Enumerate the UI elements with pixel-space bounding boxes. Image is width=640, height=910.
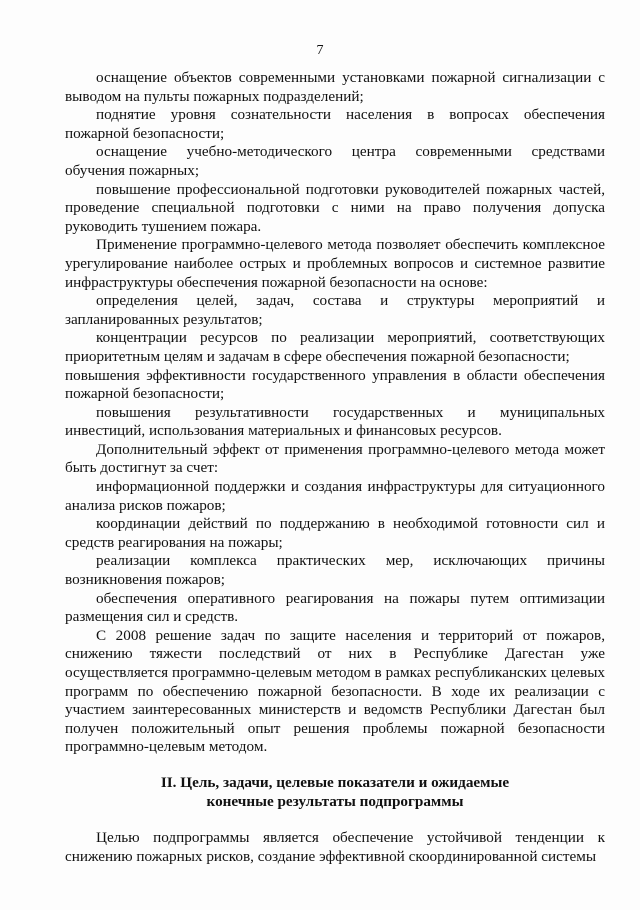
body-text <box>65 69 605 866</box>
paragraph: повышения результативности государственных и муниципальных инвестиций, использования материальных и финансовых ресурсов. <box>65 403 605 440</box>
section-after-heading <box>65 829 605 866</box>
paragraph: реализации комплекса практических мер, исключающих причины возникновения пожаров; <box>65 552 605 589</box>
section-heading-line-1: II. Цель, задачи, целевые показатели и ожидаемые <box>160 773 510 791</box>
paragraph: концентрации ресурсов по реализации мероприятий, соответствующих приоритетным целям и задачам в сфере обеспечения пожарной безопасности; <box>65 329 605 365</box>
paragraph: координации действий по поддержанию в необходимой готовности сил и средств реагирования на пожары; <box>65 515 605 551</box>
paragraph: Дополнительный эффект от применения программно-целевого метода может быть достигнут за счет: <box>65 440 605 477</box>
paragraph: поднятие уровня сознательности населения в вопросах обеспечения пожарной безопасности; <box>65 106 605 142</box>
paragraph: повышение профессиональной подготовки руководителей пожарных частей, проведение специальной подготовки с ними на право получения допуска руководить тушением пожара. <box>65 180 605 235</box>
paragraph: Целью подпрограммы является обеспечение устойчивой тенденции к снижению пожарных рисков, создание эффективной скоординированной системы <box>65 828 605 865</box>
section-heading-line-2: конечные результаты подпрограммы <box>206 792 464 810</box>
paragraph: повышения эффективности государственного управления в области обеспечения пожарной безопасности; <box>65 366 605 403</box>
section-heading <box>65 773 605 811</box>
section-before-heading <box>65 69 605 757</box>
paragraph: информационной поддержки и создания инфраструктуры для ситуационного анализа рисков пожаров; <box>65 478 605 514</box>
paragraph: оснащение объектов современными установками пожарной сигнализации с выводом на пульты пожарных подразделений; <box>65 69 605 105</box>
paragraph: обеспечения оперативного реагирования на пожары путем оптимизации размещения сил и средств. <box>65 589 605 626</box>
paragraph: С 2008 решение задач по защите населения и территорий от пожаров, снижению тяжести последствий от них в Республике Дагестан уже осуществляется программно-целевым методом в рамках республиканских целевых программ по обеспечению пожарной безопасности. В ходе их реализации с участием заинтересованных министерств и ведомств Республики Дагестан был получен положительный опыт решения проблемы пожарной безопасности программно-целевым методом. <box>65 626 605 756</box>
paragraph: Применение программно-целевого метода позволяет обеспечить комплексное урегулирование наиболее острых и проблемных вопросов и системное развитие инфраструктуры обеспечения пожарной безопасности на основе: <box>65 236 605 291</box>
page-number: 7 <box>316 43 324 58</box>
paragraph: оснащение учебно-методического центра современными средствами обучения пожарных; <box>65 143 605 179</box>
paragraph: определения целей, задач, состава и структуры мероприятий и запланированных результатов; <box>65 292 605 328</box>
